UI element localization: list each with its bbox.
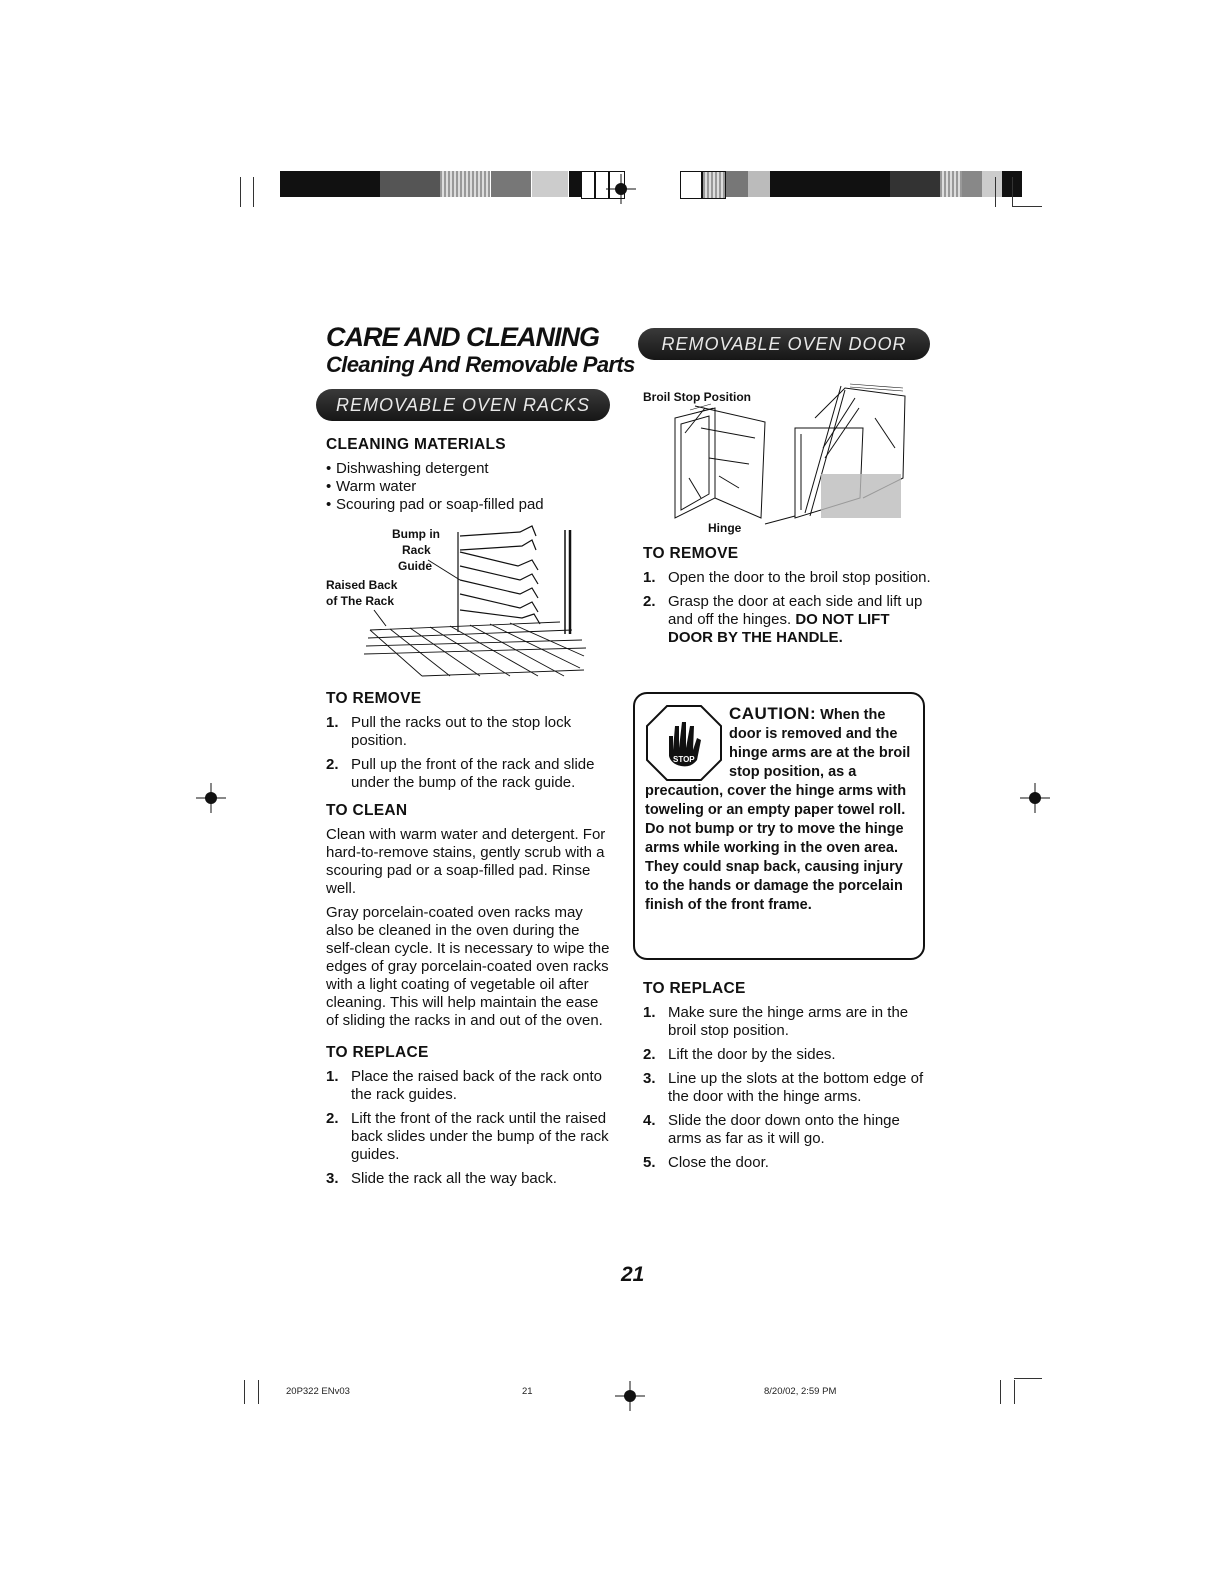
label-rack: Rack [402, 543, 431, 557]
crop-mark [1014, 1380, 1015, 1404]
registration-crosshair-icon [615, 1381, 645, 1411]
color-registration-bar-right [680, 171, 1022, 197]
list-item: 2. Grasp the door at each side and lift up and off the hinges. DO NOT LIFT DOOR BY THE HANDLE. [643, 593, 923, 646]
list-item: 2. Pull up the front of the rack and slide under the bump of the rack guide. [326, 756, 595, 791]
crop-mark [1012, 206, 1042, 207]
materials-heading: CLEANING MATERIALS [326, 436, 506, 453]
left-materials [326, 436, 611, 518]
footer-job-code: 20P322 ENv03 [286, 1386, 350, 1397]
crop-mark [244, 1380, 245, 1404]
registration-crosshair-icon [606, 174, 636, 204]
replace-steps [643, 1004, 935, 1172]
list-item: • Scouring pad or soap-filled pad [326, 496, 611, 514]
list-item: 5. Close the door. [643, 1154, 769, 1171]
list-item: 2. Lift the door by the sides. [643, 1046, 836, 1063]
crop-mark [1014, 1378, 1042, 1379]
label-of-the-rack: of The Rack [326, 594, 395, 608]
stop-hand-icon [645, 704, 723, 782]
label-hinge: Hinge [708, 521, 742, 535]
left-instructions [326, 690, 612, 1198]
crop-mark [253, 177, 254, 207]
list-item: 1. Make sure the hinge arms are in the broil stop position. [643, 1004, 909, 1039]
clean-paragraph: Clean with warm water and detergent. For hard-to-remove stains, gently scrub with a scouring pad or a soap-filled pad. Rinse well. [326, 826, 606, 897]
list-item: 1. Open the door to the broil stop position. [643, 569, 931, 586]
list-item: 3. Line up the slots at the bottom edge of the door with the hinge arms. [643, 1070, 924, 1105]
caution-title: CAUTION: [729, 704, 817, 723]
label-raised-back: Raised Back [326, 578, 398, 592]
label-broil-stop-position: Broil Stop Position [643, 390, 751, 404]
replace-heading: TO REPLACE [326, 1044, 429, 1061]
materials-list [326, 460, 611, 514]
remove-steps [326, 714, 612, 792]
label-guide: Guide [398, 559, 433, 573]
remove-steps [643, 569, 935, 647]
list-item: 4. Slide the door down onto the hinge arms as far as it will go. [643, 1112, 900, 1147]
clean-heading: TO CLEAN [326, 802, 408, 819]
remove-heading: TO REMOVE [643, 545, 739, 562]
crop-mark [240, 177, 241, 207]
banner-removable-oven-racks [316, 389, 610, 421]
registration-crosshair-icon [1020, 783, 1050, 813]
banner-label: REMOVABLE OVEN DOOR [661, 333, 907, 354]
replace-heading: TO REPLACE [643, 980, 746, 997]
crop-mark [1012, 177, 1013, 207]
right-replace-instructions [643, 980, 935, 1182]
crop-mark [1000, 1380, 1001, 1404]
caution-box [633, 692, 925, 960]
list-item: 3. Slide the rack all the way back. [326, 1170, 557, 1187]
crop-mark [995, 177, 996, 207]
list-item: • Dishwashing detergent [326, 460, 611, 478]
crop-mark [258, 1380, 259, 1404]
footer-page: 21 [522, 1386, 533, 1397]
oven-door-hinge-illustration [645, 378, 915, 528]
color-registration-bar-left [280, 171, 625, 197]
list-item: 2. Lift the front of the rack until the raised back slides under the bump of the rack guides. [326, 1110, 609, 1163]
section-subtitle: Cleaning And Removable Parts [326, 352, 635, 377]
clean-paragraph: Gray porcelain-coated oven racks may also be cleaned in the oven during the self-clean cycle. It is necessary to wipe the edges of gray porcelain-coated oven racks with a light coating of vegetable oil after cleaning. This will help maintain the ease of sliding the racks in and out of the oven. [326, 904, 610, 1029]
page-number: 21 [621, 1263, 645, 1286]
list-item: 1. Pull the racks out to the stop lock position. [326, 714, 572, 749]
remove-heading: TO REMOVE [326, 690, 422, 707]
banner-label: REMOVABLE OVEN RACKS [335, 394, 591, 415]
stop-sign-text: STOP [673, 755, 695, 764]
label-bump-in: Bump in [392, 527, 440, 541]
caution-text: When the door is removed and the hinge arms are at the broil stop position, as a precaution, cover the hinge arms with toweling or an empty paper towel roll. Do not bump or try to move the hinge arms while working in the oven area. They could snap back, causing injury to the hands or damage the porcelain finish of the front frame. [645, 707, 911, 913]
section-title: CARE AND CLEANING [326, 322, 599, 352]
banner-removable-oven-door [638, 328, 930, 360]
right-remove-instructions [643, 545, 935, 657]
registration-crosshair-icon [196, 783, 226, 813]
list-item: • Warm water [326, 478, 611, 496]
replace-steps [326, 1068, 612, 1188]
list-item: 1. Place the raised back of the rack onto the rack guides. [326, 1068, 602, 1103]
footer-timestamp: 8/20/02, 2:59 PM [764, 1386, 837, 1397]
